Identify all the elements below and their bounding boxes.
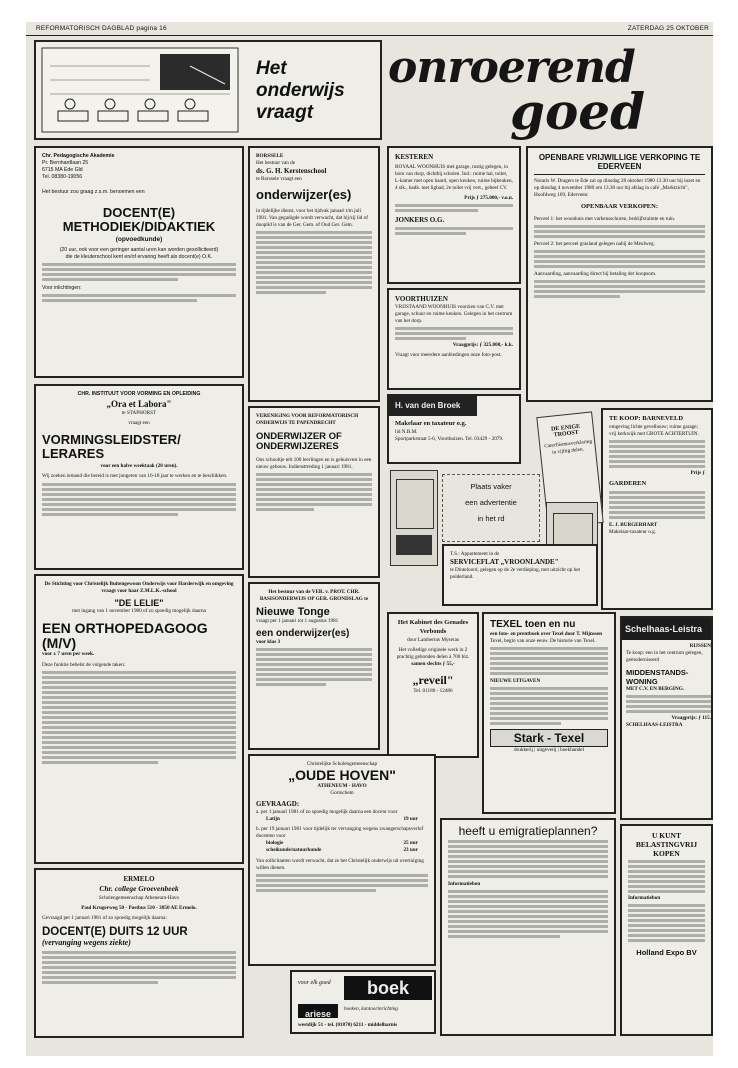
texel-logo: Stark - Texel: [513, 730, 585, 745]
kesteren-agent: JONKERS O.G.: [395, 215, 445, 224]
ora-sub: voor een halve weektaak (20 uren).: [100, 463, 178, 470]
oudehoven-b-hours1: 25 uur: [403, 840, 418, 847]
akademie-name: Chr. Pedagogische Akademie: [42, 153, 115, 159]
voorthuizen-price: Vraagprijs: ƒ 325.000,- k.k.: [452, 342, 513, 349]
ermelo-sub: Scholengemeenschap Atheneum-Havo: [98, 894, 180, 901]
voorthuizen-note: Vraagt voor meerdere aanbiedingen onze foto-post.: [395, 351, 502, 358]
kabinet-author: door Lambertus Myseras: [407, 636, 459, 643]
ora-body-text: [42, 483, 236, 516]
ora-verb: vraagt een: [128, 420, 150, 427]
boek-word-box: [344, 976, 432, 1000]
plaats-vaker-ad: [442, 474, 540, 542]
voorthuizen-body: VRIJSTAAND WOONHUIS voorzien van C.V. met garage, schuur en ruime keuken. Gelegen in het centrum van het dorp.: [395, 304, 513, 325]
texel-ad: [482, 612, 616, 814]
onderwijs-title-2: onderwijs: [256, 79, 345, 101]
voorthuizen-ad: [387, 288, 521, 390]
akademie-address2: 6715 MA Ede Gld: [42, 167, 83, 174]
veiling-perceel1: Perceel 1: het woonhuis met varkensschuren, bedrijfsruimte en tuin.: [534, 216, 676, 223]
akademie-contact: Voor inlichtingen:: [42, 285, 82, 292]
emigratie-info: Informatiebon: [448, 881, 481, 888]
borssele-body: in tijdelijke dienst, voor het tijdvak januari t/m juli 1981. Van gegadigde wordt verwacht, dat hij/zij lid of dooplid is van de Ger. Gem. of Oud Ger. Gem.: [256, 207, 368, 228]
oudehoven-b-subject2: scheikunde/natuurkunde: [266, 847, 322, 854]
oudehoven-place: Gorinchem: [330, 789, 354, 796]
onroerend-line1: onroerend: [388, 42, 635, 93]
veiling-sub: OPENBAAR VERKOPEN:: [581, 203, 658, 211]
boek-small: voor elk goed: [298, 980, 331, 986]
lelie-intro: De Stichting voor Christelijk Buitengewoon Onderwijs voor Harderwijk en omgeving vraagt voor haar Z.M.L.K.-school: [44, 581, 234, 595]
vroonlande-name: SERVICEFLAT „VROONLANDE": [450, 558, 559, 567]
texel-title: TEXEL toen en nu: [490, 619, 576, 630]
kesteren-agent-text: [395, 227, 513, 235]
tonge-date: vraagt per 1 januari tot 1 augustus 1981: [256, 618, 339, 625]
oudehoven-top: Christelijke Scholengemeenschap: [306, 761, 378, 767]
schelhaas-headline: MIDDENSTANDS-WONING: [626, 668, 689, 686]
ermelo-headline: DOCENT(E) DUITS 12 UUR: [42, 925, 188, 938]
oudehoven-b-hours2: 23 uur: [403, 847, 418, 854]
broek-logo-text: H. van den Broek: [395, 401, 461, 410]
ermelo-intro: Gevraagd per 1 januari 1981 of zo spoedig mogelijk daarna:: [42, 914, 167, 921]
oudehoven-body: Van sollicitanten wordt verwacht, dat ze het Christelijk onderwijs uit overtuiging willen dienen.: [256, 858, 424, 872]
kabinet-ad: [387, 612, 479, 758]
vroonlande-body: te Dinteloord, gelegen op de 2e verdieping, met uitzicht op het polderland.: [450, 567, 580, 581]
ora-org: CHR. INSTITUUT VOOR VORMING EN OPLEIDING: [77, 391, 201, 397]
ermelo-body-text: [42, 951, 236, 984]
ermelo-title: ERMELO: [123, 875, 155, 883]
lelie-ad: [34, 574, 244, 864]
lelie-body: Deze funktie behelst de volgende taken:: [42, 661, 126, 668]
kabinet-body: Het volledige originele werk in 2 prachtig gebonden delen à 700 blz.: [396, 646, 470, 660]
oudehoven-name: „OUDE HOVEN": [288, 767, 396, 784]
oudehoven-body-text: [256, 874, 428, 892]
tonge-class: voor klas 3: [256, 639, 281, 646]
texel-logo-box: [490, 729, 608, 747]
borssele-school: ds. G. H. Kerstenschool: [256, 167, 327, 176]
onroerend-line2: goed: [510, 82, 646, 141]
akademie-sub: (opvoedkunde): [115, 236, 163, 244]
lelie-headline: EEN ORTHOPEDAGOOG (M/V): [42, 620, 208, 652]
belasting-ad: [620, 824, 713, 1036]
texel-new: NIEUWE UITGAVEN: [490, 677, 541, 684]
schelhaas-body: Te koop: een in het centrum gelegen, gemoderniseerd: [626, 650, 703, 664]
oudehoven-b-subject1: biologie: [266, 840, 284, 847]
broek-line2: lid N.B.M.: [395, 428, 418, 435]
lelie-body-text: [42, 671, 236, 764]
texel-body: Texel, begin van onze eeuw. De historie van Texel.: [490, 637, 596, 644]
schelhaas-agent: SCHELHAAS-LEISTRA: [626, 722, 683, 729]
tonge-body-text: [256, 648, 372, 686]
tonge-ad: [248, 582, 380, 750]
emigratie-title: heeft u emigratieplannen?: [458, 824, 598, 838]
schelhaas-body-text: [626, 695, 711, 713]
schelhaas-price: Vraagprijs: ƒ 115.: [671, 715, 711, 722]
tonge-place: Nieuwe Tonge: [256, 606, 330, 619]
kesteren-extra-text: [395, 204, 513, 212]
oudehoven-ask: GEVRAAGD:: [256, 799, 300, 808]
veiling-title: OPENBARE VRIJWILLIGE VERKOPING TE EDERVEEN: [538, 153, 701, 172]
oudehoven-a-hours: 19 uur: [403, 816, 418, 823]
borssele-intro: Het bestuur van de: [256, 160, 296, 167]
tonge-intro: Het bestuur van de VER. v. PROT. CHR. BASISONDERWIJS OP GER. GRONDSLAG te: [259, 589, 369, 603]
ermelo-ad: [34, 868, 244, 1038]
barneveld-agent2: Makelaar-taxateur o.g.: [609, 528, 656, 535]
kabinet-phone: Tel. 01180 - 12486: [413, 687, 453, 694]
belasting-logo: Holland Expo BV: [636, 948, 697, 958]
classroom-illustration: [40, 46, 240, 134]
vroonlande-ad: [442, 544, 598, 606]
kabinet-title: Het Kabinet des Genades Verbonds: [397, 619, 469, 635]
boek-name: ariese: [304, 1009, 332, 1019]
lelie-sub: voor ± 7 uren per week.: [42, 650, 95, 657]
vroonlande-top: T.S.: Appartement in de: [450, 551, 500, 557]
schelhaas-name: Schelhaas-Leistra: [625, 624, 703, 634]
ora-place: te STAPHORST: [121, 410, 157, 417]
plaats-vaker-line1: Plaats vaker: [470, 482, 512, 491]
akademie-phone: Tel. 08380-19056: [42, 174, 83, 181]
texel-new-text: [490, 687, 608, 725]
boek-addr: westdijk 51 - tel. (01870) 6211 - middelharnis: [298, 1022, 398, 1028]
texel-tag: drukkerij | uitgeverij | boekhandel: [513, 746, 585, 753]
papendrecht-body-text: [256, 473, 372, 511]
akademie-ad: [34, 146, 244, 378]
kesteren-price: Prijs ƒ 275.000,- v.o.n.: [464, 194, 513, 201]
header-right: ZATERDAG 25 OKTOBER: [627, 25, 709, 32]
tonge-headline: een onderwijzer(es): [256, 628, 350, 640]
kabinet-publisher: „reveil": [412, 672, 454, 687]
onroerend-banner: [388, 40, 713, 140]
boek-ad: [290, 970, 436, 1034]
belasting-info: Informatiebon: [628, 895, 661, 901]
emigratie-body-text: [448, 840, 608, 878]
oudehoven-b: b. per 19 januari 1981 voor tijdelijk ter vervanging wegens zwangerschapsverlof docenten voor: [256, 826, 424, 840]
lelie-date: met ingang van 1 november 1980 of zo spoedig mogelijk daarna: [72, 608, 206, 615]
schelhaas-sub: MET C.V. EN BERGING.: [626, 686, 685, 693]
veiling-note-text: [534, 280, 705, 298]
akademie-req: die de kleuterschool kent en/of ervaring heeft als docent(e) O.K.: [65, 254, 213, 261]
broek-line1: Makelaar en taxateur o.g.: [395, 420, 467, 427]
plaats-vaker-line2: een advertentie: [465, 498, 517, 507]
voorthuizen-body-text: [395, 327, 513, 340]
borssele-body-text: [256, 231, 372, 294]
boek-tag: boeken, kantoorinrichting: [344, 1006, 398, 1012]
kesteren-body: ROYAAL WOONHUIS met garage, rustig gelegen, in bom van dorp, dichtbij scholen. Ind.: ruime hal, toilet, L-kamer met open haard, open keuken, ruime bijkeuken, 4 slk., badk. met ligbad, 2e toilet vrij vert., geheel CV.: [395, 164, 513, 192]
ermelo-addr: Paul Krugerweg 50 - Postbus 510 - 3850 AE Ermelo.: [81, 904, 197, 911]
akademie-address1: Pr. Bernhardlaan 25: [42, 160, 89, 167]
papendrecht-headline: ONDERWIJZER OF ONDERWIJZERES: [256, 431, 342, 453]
garderen-title: GARDEREN: [609, 479, 647, 487]
emigratie-form-lines: [448, 890, 608, 938]
ermelo-college: Chr. college Groevenbeek: [99, 884, 179, 894]
emigratie-ad: [440, 818, 616, 1036]
lelie-name: "DE LELIE": [114, 598, 164, 609]
onderwijs-banner: [34, 40, 382, 140]
barneveld-agent: E. J. BURGERHART: [609, 521, 658, 528]
borssele-place: te Borssele vraagt een: [256, 176, 302, 183]
schelhaas-place: RIJSSEN: [689, 643, 711, 649]
borssele-name: BORSSELE: [256, 153, 284, 159]
boek-name-box: [298, 1004, 338, 1018]
broek-ad: [387, 394, 521, 464]
kesteren-ad: [387, 146, 521, 284]
schelhaas-ad: [620, 616, 713, 820]
page-header: [26, 22, 713, 36]
oudehoven-sub: ATHENEUM - HAVO: [317, 782, 367, 789]
onderwijs-title-1: Het: [256, 58, 287, 79]
kesteren-title: KESTEREN: [395, 153, 434, 161]
veiling-note: Aanvaarding, aanvaarding direct bij betaling der koopsom.: [534, 271, 657, 278]
plaats-vaker-line3: in het rd: [477, 514, 505, 523]
ora-name: „Ora et Labora": [106, 399, 172, 410]
belasting-body-text: [628, 860, 705, 893]
voorthuizen-title: VOORTHUIZEN: [395, 295, 448, 303]
ora-ad: [34, 384, 244, 570]
papendrecht-body: Ons schooltje telt 100 leerlingen en is gehuisvest in een nieuw gebouw. Indiensttreding 1 januari 1981.: [256, 456, 372, 470]
broek-line3: Sportparkstraat 5-6, Voorthuizen. Tel. 03429 - 2079.: [395, 435, 504, 442]
akademie-headline: DOCENT(E) METHODIEK/DIDAKTIEK: [62, 205, 216, 234]
texel-body-text: [490, 647, 608, 675]
boek-word: boek: [366, 978, 409, 998]
barneveld-body: omgeving lichte gevelbouw; ruime garage; vrij kerkwijk met GROTE ACHTERTUIN.: [609, 423, 699, 437]
veiling-ad: [526, 146, 713, 402]
barneveld-ad: [601, 408, 713, 610]
barneveld-title: TE KOOP: BARNEVELD: [609, 415, 684, 422]
papendrecht-top: VERENIGING VOOR REFORMATORISCH ONDERWIJS TE PAPENDRECHT: [256, 413, 359, 427]
troost-body: Catechismusverklaring in vijftig delen.: [544, 438, 593, 456]
veiling-body: Notaris W. Dragers te Ede zal op dinsdag 28 oktober 1980 13.30 uur bij inzet en op dinsdag 4 november 1980 om 13.30 uur bij afslag in café „Marktzicht", Hoofdweg 169, Ederveen:: [534, 178, 701, 199]
newspaper-sheet: [26, 22, 713, 1056]
troost-title: DE ENIGE TROOST: [550, 423, 581, 439]
oudehoven-a-subject: Latijn: [266, 816, 280, 823]
book-cover-1: [390, 470, 438, 566]
ermelo-reason: (vervanging wegens ziekte): [42, 938, 131, 948]
texel-sub: een foto- en prentboek over Texel door T. Mijnssen: [490, 630, 603, 637]
papendrecht-ad: [248, 406, 380, 578]
veiling-perceel1-text: [534, 225, 705, 238]
belasting-title: U KUNT BELASTINGVRIJ KOPEN: [635, 831, 698, 858]
akademie-intro: Het bestuur zou graag z.s.m. benoemen een: [42, 189, 145, 196]
veiling-perceel2: Perceel 2: het perceel grasland gelegen nabij de Meulweg.: [534, 241, 655, 248]
borssele-headline: onderwijzer(es): [256, 187, 352, 203]
broek-logo: [389, 396, 477, 416]
schelhaas-logo: [622, 618, 713, 640]
ora-headline: VORMINGSLEIDSTER/ LERARES: [42, 432, 181, 461]
akademie-contact-text: [42, 294, 236, 302]
barneveld-price: Prijs ƒ: [690, 469, 705, 476]
onderwijs-title-3: vraagt: [256, 101, 314, 123]
akademie-body-text: [42, 263, 236, 281]
header-left: REFORMATORISCH DAGBLAD pagina 16: [36, 25, 167, 32]
ora-body: Wij zoeken iemand die bereid is met jongeren van 16-18 jaar te werken en te beschikken.: [42, 473, 228, 480]
oudehoven-a: a. per 1 januari 1981 of zo spoedig mogelijk daarna een docent voor: [256, 809, 398, 816]
borssele-ad: [248, 146, 380, 402]
barneveld-body-text: [609, 440, 705, 468]
kabinet-price: samen slechts ƒ 55,-: [411, 660, 455, 667]
oudehoven-ad: [248, 754, 436, 966]
akademie-hours: (20 uur, ook voor een geringer aantal uren kan worden gesolliciteerd): [59, 247, 219, 254]
garderen-text: [609, 491, 705, 519]
veiling-perceel2-text: [534, 250, 705, 268]
belasting-form-lines: [628, 904, 705, 942]
